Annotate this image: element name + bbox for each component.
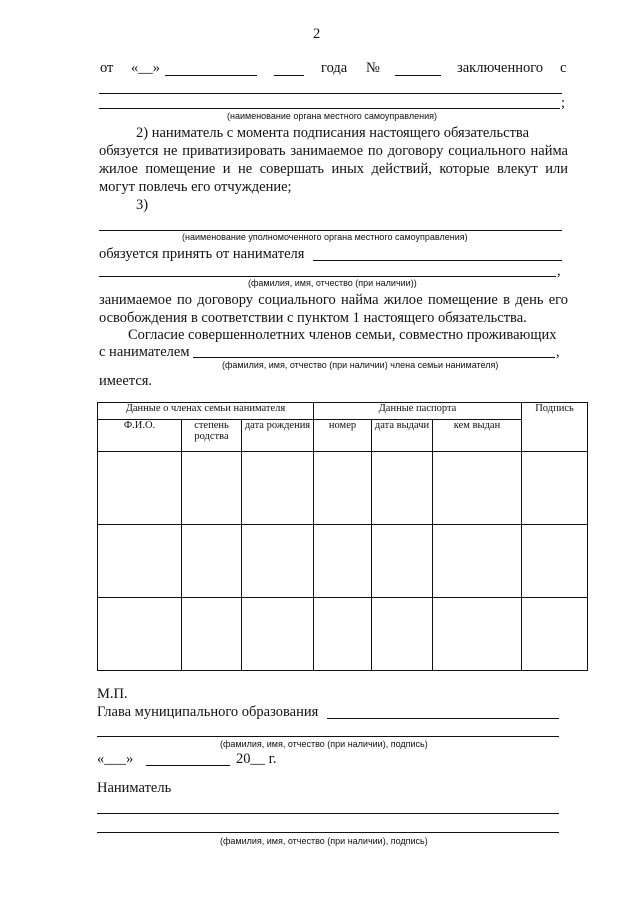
table-row xyxy=(98,525,588,598)
col-relation: степень родства xyxy=(182,420,242,452)
local-gov-line-2 xyxy=(99,108,560,109)
concluded-label: заключенного xyxy=(457,60,544,76)
head-signature-line-1 xyxy=(327,718,559,719)
table-cell xyxy=(522,452,588,525)
para3-line2: освобождения в соответствии с пунктом 1 настоящего обязательства. xyxy=(99,310,527,326)
table-cell xyxy=(522,525,588,598)
table-cell xyxy=(98,598,182,671)
para2-line4: могут повлечь его отчуждение; xyxy=(99,179,292,195)
caption-authorized-gov: (наименование уполномоченного органа местного самоуправления) xyxy=(182,232,468,242)
table-cell xyxy=(182,598,242,671)
head-label: Глава муниципального образования xyxy=(97,704,319,720)
consent-line2: с нанимателем xyxy=(99,344,190,360)
family-member-line xyxy=(193,357,555,358)
accept-label: обязуется принять от нанимателя xyxy=(99,246,305,262)
caption-fio-sign-tenant: (фамилия, имя, отчество (при наличии), подпись) xyxy=(220,836,428,846)
caption-local-gov: (наименование органа местного самоуправления) xyxy=(227,111,437,121)
year-blank xyxy=(274,75,304,76)
tenant-signature-line-1 xyxy=(97,813,559,814)
month-blank xyxy=(165,75,257,76)
table-cell xyxy=(242,525,314,598)
para2-line3: жилое помещение и не совершать иных действий, которые влекут или xyxy=(99,161,568,177)
date-year: 20__ г. xyxy=(236,751,277,767)
comma: , xyxy=(557,263,561,279)
table-cell xyxy=(433,452,522,525)
caption-fio-member: (фамилия, имя, отчество (при наличии) члена семьи нанимателя) xyxy=(222,360,499,370)
tenant-signature-line-2 xyxy=(97,832,559,833)
table-cell xyxy=(314,598,372,671)
table-cell xyxy=(372,598,433,671)
table-row xyxy=(98,598,588,671)
table-cell xyxy=(182,525,242,598)
table-cell xyxy=(522,598,588,671)
col-birth-date: дата рождения xyxy=(242,420,314,452)
header-family-data: Данные о членах семьи нанимателя xyxy=(98,403,314,420)
exists-label: имеется. xyxy=(99,373,153,389)
col-passport-number: номер xyxy=(314,420,372,452)
contract-number-blank xyxy=(395,75,441,76)
table-cell xyxy=(242,598,314,671)
comma-2: , xyxy=(556,344,560,360)
year-label: года xyxy=(321,60,348,76)
date-day: «___» xyxy=(97,751,134,767)
para3-number: 3) xyxy=(136,197,149,213)
col-issue-date: дата выдачи xyxy=(372,420,433,452)
from-label: от xyxy=(100,60,114,76)
family-members-table xyxy=(97,402,588,671)
col-issued-by: кем выдан xyxy=(433,420,522,452)
para2-line1: 2) наниматель с момента подписания настоящего обязательства xyxy=(136,125,530,141)
header-signature: Подпись xyxy=(522,403,588,452)
date-month-blank xyxy=(146,765,230,766)
tenant-name-line-2 xyxy=(99,276,556,277)
tenant-name-line-1 xyxy=(313,260,562,261)
stamp-place: М.П. xyxy=(97,686,128,702)
authorized-gov-line xyxy=(99,230,562,231)
table-cell xyxy=(314,452,372,525)
caption-fio-sign-head: (фамилия, имя, отчество (при наличии), подпись) xyxy=(220,739,428,749)
header-passport-data: Данные паспорта xyxy=(314,403,522,420)
day-quote: «__» xyxy=(131,60,160,76)
table-cell xyxy=(98,452,182,525)
table-row xyxy=(98,452,588,525)
table-cell xyxy=(372,525,433,598)
with-label: с xyxy=(560,60,567,76)
table-cell xyxy=(98,525,182,598)
table-cell xyxy=(372,452,433,525)
table-cell xyxy=(242,452,314,525)
table-cell xyxy=(182,452,242,525)
number-sign: № xyxy=(366,60,380,76)
local-gov-line-1 xyxy=(99,93,562,94)
page-number: 2 xyxy=(313,26,321,42)
semicolon: ; xyxy=(561,95,566,111)
caption-fio: (фамилия, имя, отчество (при наличии)) xyxy=(248,278,417,288)
para3-line1: занимаемое по договору социального найма жилое помещение в день его xyxy=(99,292,568,308)
col-fio: Ф.И.О. xyxy=(98,420,182,452)
table-cell xyxy=(433,525,522,598)
consent-line1: Согласие совершеннолетних членов семьи, совместно проживающих xyxy=(128,327,557,343)
table-cell xyxy=(314,525,372,598)
table-cell xyxy=(433,598,522,671)
para2-line2: обязуется не приватизировать занимаемое по договору социального найма xyxy=(99,143,568,159)
head-signature-line-2 xyxy=(97,736,559,737)
tenant-label: Наниматель xyxy=(97,780,172,796)
